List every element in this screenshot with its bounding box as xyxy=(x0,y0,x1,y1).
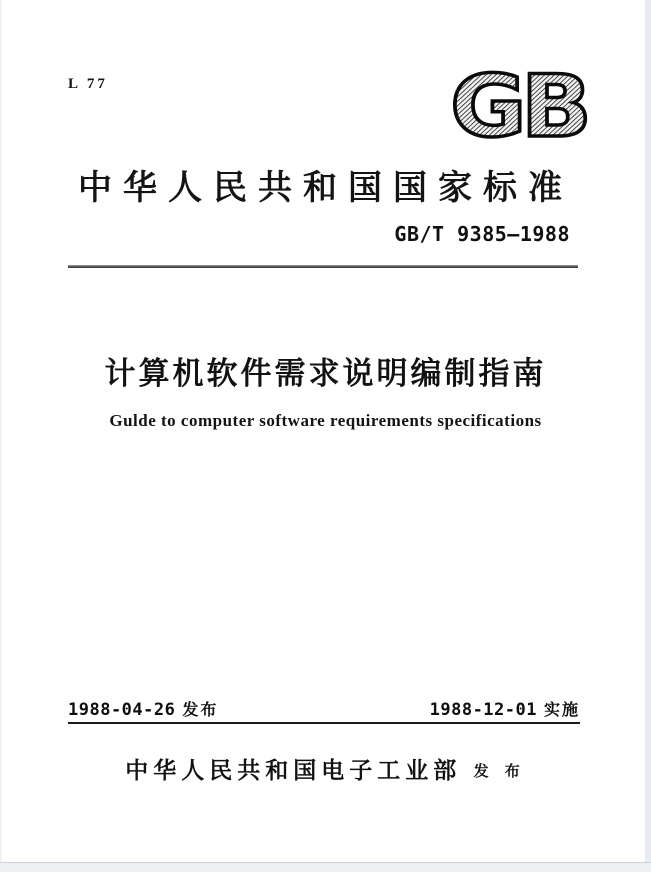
publisher-action-label: 发 布 xyxy=(473,763,526,780)
implementation-date-label: 实施 xyxy=(543,702,580,719)
gb-logo-text: GB xyxy=(450,58,587,150)
issue-date-label: 发布 xyxy=(182,702,219,719)
implementation-date-group xyxy=(430,697,580,720)
scan-edge-bottom xyxy=(0,862,651,872)
document-title-chinese: 计算机软件需求说明编制指南 xyxy=(104,356,547,391)
dates-divider xyxy=(68,722,580,724)
standard-number: GB/T 9385—1988 xyxy=(394,222,570,246)
document-title-english: Gulde to computer software requirements specifications xyxy=(109,411,542,430)
publisher-name: 中华人民共和国电子工业部 xyxy=(125,757,462,783)
national-standard-title: 中华人民共和国国家标准 xyxy=(78,169,573,207)
scan-edge-left xyxy=(0,0,2,872)
header-divider xyxy=(68,265,578,268)
publisher-row xyxy=(0,752,651,785)
gb-logo-icon xyxy=(433,58,605,150)
classification-code: L 77 xyxy=(68,76,108,92)
dates-row xyxy=(68,697,580,720)
issue-date-group xyxy=(68,697,218,720)
implementation-date: 1988-12-01 xyxy=(429,700,537,720)
issue-date: 1988-04-26 xyxy=(68,700,176,720)
scan-edge-right xyxy=(645,0,651,872)
